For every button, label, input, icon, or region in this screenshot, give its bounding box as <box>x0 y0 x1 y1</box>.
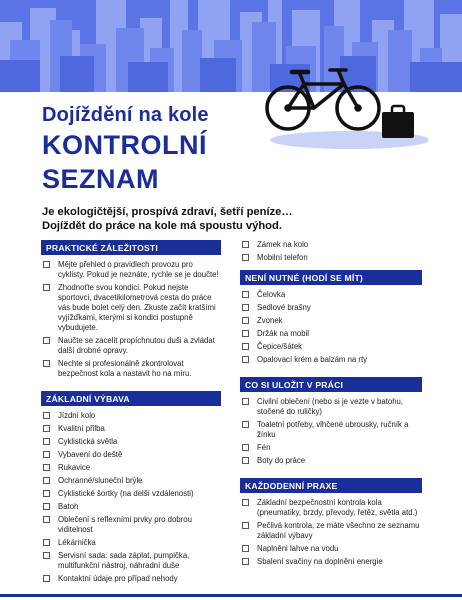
daily-list <box>240 498 422 567</box>
checkbox[interactable] <box>43 575 50 582</box>
item-label: Mobilní telefon <box>257 253 308 262</box>
checklist-item <box>240 420 422 440</box>
checklist-item <box>41 551 221 571</box>
title-block <box>42 103 262 195</box>
item-label: Nechte si profesionálně zkontrolovat bezpečnost kola a nastavit ho na míru. <box>58 359 192 378</box>
item-label: Jízdní kolo <box>58 411 96 420</box>
item-label: Cyklistická světla <box>58 437 118 446</box>
item-label: Boty do práce <box>257 456 306 465</box>
checklist-item <box>41 489 221 499</box>
section-header-optional: NENÍ NUTNÉ (HODÍ SE MÍT) <box>240 270 422 285</box>
right-column <box>240 240 422 570</box>
item-label: Zvonek <box>257 316 283 325</box>
left-column <box>41 240 221 587</box>
checklist-item <box>41 476 221 486</box>
item-label: Čepice/šátek <box>257 342 303 351</box>
checklist-item <box>41 283 221 333</box>
item-label: Pečlivá kontrola, ze máte všechno ze seznamu základní výbavy <box>257 521 420 540</box>
checkbox[interactable] <box>43 438 50 445</box>
title-main-line1: KONTROLNÍ <box>42 130 207 160</box>
checklist-item <box>41 463 221 473</box>
item-label: Čelovka <box>257 290 286 299</box>
section-header-daily: KAŽDODENNÍ PRAXE <box>240 478 422 493</box>
checklist-item <box>240 397 422 417</box>
item-label: Oblečení s reflexními prvky pro dobrou viditelnost <box>58 515 192 534</box>
checkbox[interactable] <box>43 284 50 291</box>
item-label: Naučte se zacelit propíchnutou duši a zvládat další drobné opravy. <box>58 336 215 355</box>
item-label: Sedlové brašny <box>257 303 311 312</box>
tagline-line1: Je ekologičtější, prospívá zdraví, šetří peníze… <box>42 206 293 218</box>
checkbox[interactable] <box>242 317 249 324</box>
checkbox[interactable] <box>43 464 50 471</box>
checklist-item <box>41 502 221 512</box>
practical-list <box>41 260 221 379</box>
optional-list <box>240 290 422 365</box>
checklist-item <box>41 437 221 447</box>
checklist-item <box>41 359 221 379</box>
checkbox[interactable] <box>43 425 50 432</box>
checkbox[interactable] <box>43 360 50 367</box>
checkbox[interactable] <box>242 444 249 451</box>
checkbox[interactable] <box>242 291 249 298</box>
item-label: Zhodnoťte svou kondici. Pokud nejste sportovci, dvacetikilometrová cesta do práce vás bude bolet celý den. Zkuste začít kratšími vyjížďkami, kterými si kondici postupně vybudujete. <box>58 283 216 332</box>
checklist-item <box>41 538 221 548</box>
item-label: Kontaktní údaje pro případ nehody <box>58 574 178 583</box>
item-label: Základní bezpečnostní kontrola kola (pneumatiky, brzdy, převody, řetěz, světla atd.) <box>257 498 418 517</box>
checklist-item <box>240 290 422 300</box>
checkbox[interactable] <box>242 343 249 350</box>
checklist-item <box>41 424 221 434</box>
checklist-item <box>41 336 221 356</box>
checkbox[interactable] <box>242 304 249 311</box>
item-label: Servisní sada: sada záplat, pumpička, multifunkční nástroj, náhradní duše <box>58 551 190 570</box>
item-label: Opalovací krém a balzám na rty <box>257 355 368 364</box>
tagline-line2: Dojíždět do práce na kole má spoustu výhod. <box>42 220 282 232</box>
checklist-item <box>240 355 422 365</box>
checklist-item <box>240 303 422 313</box>
checklist-item <box>240 456 422 466</box>
title-main-line2: SEZNAM <box>42 164 159 194</box>
checklist-item <box>240 329 422 339</box>
item-label: Rukavice <box>58 463 91 472</box>
checkbox[interactable] <box>242 558 249 565</box>
item-label: Batoh <box>58 502 79 511</box>
checklist-item <box>41 411 221 421</box>
checkbox[interactable] <box>43 503 50 510</box>
checklist-item <box>240 498 422 518</box>
checklist-item <box>240 316 422 326</box>
checkbox[interactable] <box>242 254 249 261</box>
checklist-item <box>41 260 221 280</box>
bottom-rule <box>0 594 462 597</box>
item-label: Kvalitní přilba <box>58 424 105 433</box>
item-label: Fén <box>257 443 271 452</box>
item-label: Toaletní potřeby, vlhčené ubrousky, ručník a žínku <box>257 420 409 439</box>
checkbox[interactable] <box>43 412 50 419</box>
checkbox[interactable] <box>43 261 50 268</box>
item-label: Cyklistické šortky (na delší vzdálenosti) <box>58 489 194 498</box>
checkbox[interactable] <box>43 490 50 497</box>
checklist-item <box>240 521 422 541</box>
checklist-item <box>41 515 221 535</box>
checklist-item <box>240 342 422 352</box>
item-label: Vybavení do deště <box>58 450 123 459</box>
item-label: Civilní oblečení (nebo si je vezte v batohu, stočené do ruličky) <box>257 397 404 416</box>
item-label: Ochranné/sluneční brýle <box>58 476 143 485</box>
checkbox[interactable] <box>242 499 249 506</box>
hero-illustration <box>258 62 428 154</box>
checkbox[interactable] <box>43 516 50 523</box>
checkbox[interactable] <box>43 539 50 546</box>
checklist-item <box>240 253 422 263</box>
section-header-store: CO SI ULOŽIT V PRÁCI <box>240 377 422 392</box>
checkbox[interactable] <box>242 330 249 337</box>
checklist-item <box>41 574 221 584</box>
checkbox[interactable] <box>242 241 249 248</box>
item-label: Držák na mobil <box>257 329 309 338</box>
tagline <box>42 205 432 233</box>
item-label: Sbalení svačiny na doplnění energie <box>257 557 383 566</box>
checkbox[interactable] <box>242 398 249 405</box>
checklist-item <box>240 544 422 554</box>
checklist-item <box>240 240 422 250</box>
checkbox[interactable] <box>43 451 50 458</box>
item-label: Zámek na kolo <box>257 240 309 249</box>
item-label: Naplněni lahve na vodu <box>257 544 339 553</box>
checkbox[interactable] <box>242 522 249 529</box>
basic-continued-list <box>240 240 422 263</box>
checkbox[interactable] <box>242 421 249 428</box>
checkbox[interactable] <box>242 545 249 552</box>
checkbox[interactable] <box>242 457 249 464</box>
checkbox[interactable] <box>43 477 50 484</box>
checkbox[interactable] <box>43 552 50 559</box>
checklist-item <box>240 443 422 453</box>
section-header-practical: PRAKTICKÉ ZÁLEŽITOSTI <box>41 240 221 255</box>
item-label: Lékárnička <box>58 538 96 547</box>
checkbox[interactable] <box>242 356 249 363</box>
briefcase-icon <box>382 106 414 138</box>
title-small: Dojíždění na kole <box>42 104 209 126</box>
store-list <box>240 397 422 466</box>
checklist-item <box>240 557 422 567</box>
checklist-item <box>41 450 221 460</box>
bicycle-icon <box>267 70 379 129</box>
item-label: Mějte přehled o pravidlech provozu pro cyklisty. Pokud je neznáte, rychle se je doučte! <box>58 260 219 279</box>
checkbox[interactable] <box>43 337 50 344</box>
section-header-basic: ZÁKLADNÍ VÝBAVA <box>41 391 221 406</box>
basic-list <box>41 411 221 584</box>
